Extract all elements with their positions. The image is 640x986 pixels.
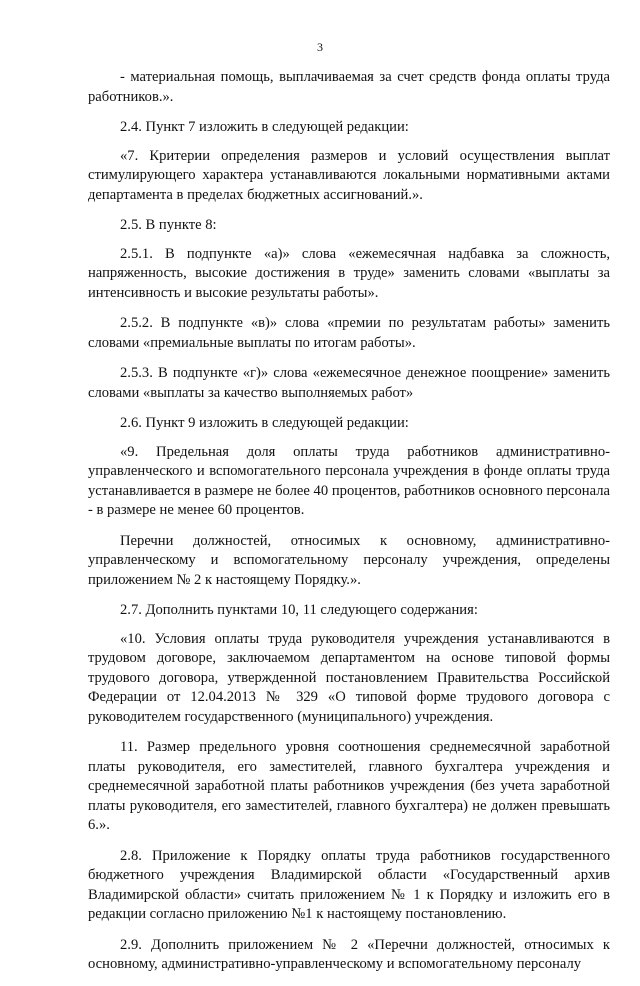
paragraph-2-9: 2.9. Дополнить приложением № 2 «Перечни должностей, относимых к основному, административно-управленческому и вспомогательному персоналу bbox=[88, 936, 610, 972]
paragraph-item-7: «7. Критерии определения размеров и условий осуществления выплат стимулирующего характера устанавливаются локальными нормативными актами департамента в пределах бюджетных ассигнований.». bbox=[88, 147, 610, 203]
paragraph-material-aid: - материальная помощь, выплачиваемая за счет средств фонда оплаты труда работников.». bbox=[88, 69, 610, 105]
paragraph-2-5: 2.5. В пункте 8: bbox=[120, 217, 217, 233]
page-number: 3 bbox=[317, 40, 323, 54]
paragraph-item-11: 11. Размер предельного уровня соотношения среднемесячной заработной платы руководителя, его заместителей, главного бухгалтера учреждения и среднемесячной заработной платы работников учреждения (без учета заработной платы руководителя, его заместителей, главного бухгалтера) не должен превышать 6.». bbox=[88, 739, 610, 833]
paragraph-2-5-1: 2.5.1. В подпункте «а)» слова «ежемесячная надбавка за сложность, напряженность, высокие достижения в труде» заменить словами «выплаты за интенсивность и высокие результаты работы». bbox=[88, 245, 610, 301]
paragraph-2-4: 2.4. Пункт 7 изложить в следующей редакции: bbox=[120, 119, 409, 135]
document-body bbox=[88, 68, 610, 986]
paragraph-item-9: «9. Предельная доля оплаты труда работников административно-управленческого и вспомогательного персонала учреждения в фонде оплаты труда устанавливается в размере не более 40 процентов, работников основного персонала - в размере не менее 60 процентов. bbox=[88, 443, 610, 518]
paragraph-staff-lists: Перечни должностей, относимых к основному, административно-управленческому и вспомогательному персоналу учреждения, определены приложением № 2 к настоящему Порядку.». bbox=[88, 532, 610, 588]
paragraph-2-5-2: 2.5.2. В подпункте «в)» слова «премии по результатам работы» заменить словами «премиальные выплаты по итогам работы». bbox=[88, 315, 610, 351]
paragraph-2-8: 2.8. Приложение к Порядку оплаты труда работников государственного бюджетного учреждения Владимирской области «Государственный архив Владимирской области» считать приложением № 1 к Порядку и изложить его в редакции согласно приложению №1 к настоящему постановлению. bbox=[88, 847, 610, 922]
paragraph-2-6: 2.6. Пункт 9 изложить в следующей редакции: bbox=[120, 415, 409, 431]
paragraph-2-7: 2.7. Дополнить пунктами 10, 11 следующего содержания: bbox=[120, 602, 478, 618]
paragraph-item-10: «10. Условия оплаты труда руководителя учреждения устанавливаются в трудовом договоре, заключаемом департаментом на основе типовой формы трудового договора, утвержденной постановлением Правительства Российской Федерации от 12.04.2013 № 329 «О типовой форме трудового договора с руководителем государственного (муниципального) учреждения. bbox=[88, 630, 610, 725]
paragraph-2-5-3: 2.5.3. В подпункте «г)» слова «ежемесячное денежное поощрение» заменить словами «выплаты за качество выполняемых работ» bbox=[88, 365, 610, 401]
